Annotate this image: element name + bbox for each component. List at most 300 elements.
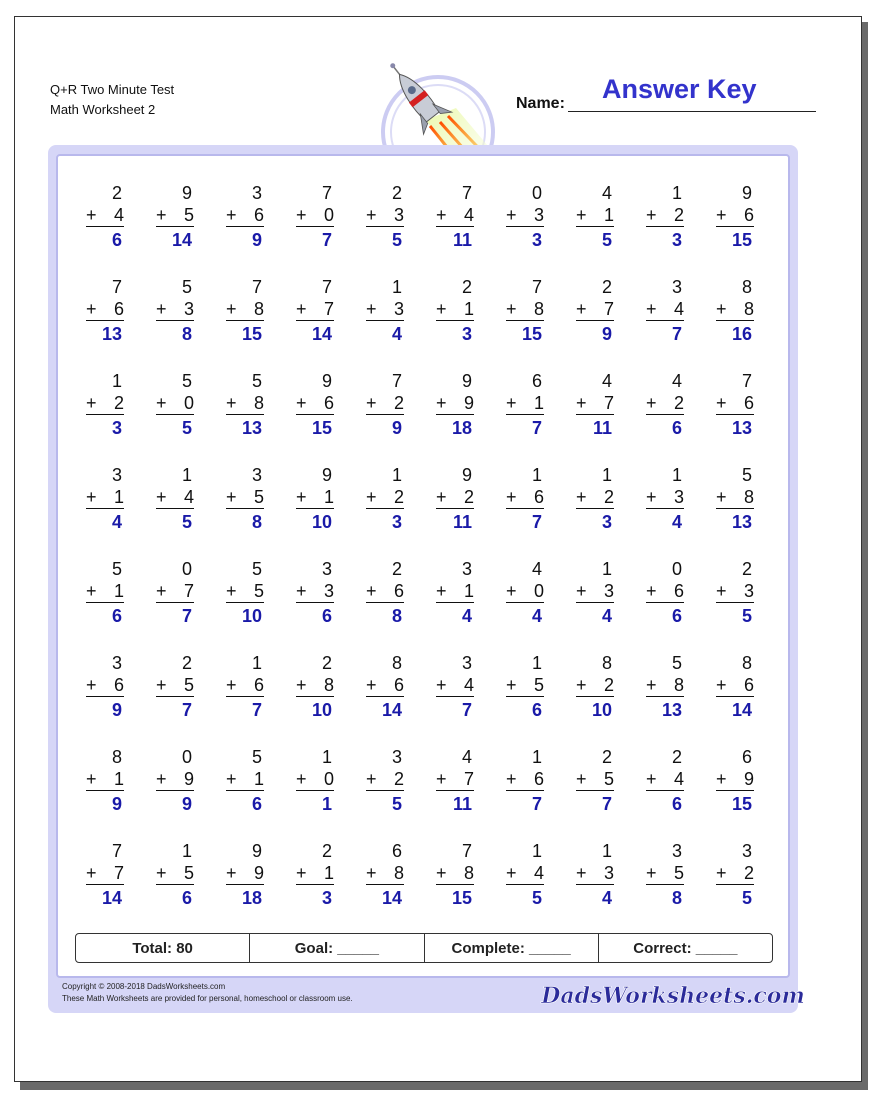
problem <box>556 556 626 650</box>
problem-bottom-row <box>646 674 684 697</box>
problem-answer: 6 <box>671 606 682 626</box>
problem <box>206 368 276 462</box>
problem-top-number: 5 <box>741 465 752 485</box>
problem-answer: 9 <box>111 794 122 814</box>
problem-bottom-row <box>716 580 754 603</box>
total-cell: Total: 80 <box>76 934 250 962</box>
problem-top-number: 6 <box>391 841 402 861</box>
plus-sign: + <box>436 581 447 601</box>
problem-answer: 15 <box>731 230 752 250</box>
problem-bottom-row <box>226 674 264 697</box>
problem <box>626 556 696 650</box>
problem <box>416 838 486 932</box>
problem <box>416 462 486 556</box>
problem-answer: 18 <box>241 888 262 908</box>
problem-bottom-row <box>646 768 684 791</box>
problem-top-number: 1 <box>531 747 542 767</box>
problem-bottom-row <box>506 204 544 227</box>
problem-bottom-number: 2 <box>463 487 474 507</box>
problem-bottom-number: 8 <box>323 675 334 695</box>
plus-sign: + <box>506 205 517 225</box>
problem-top-number: 1 <box>111 371 122 391</box>
problem-top-number: 2 <box>671 747 682 767</box>
problem-bottom-row <box>156 580 194 603</box>
problem <box>276 556 346 650</box>
problem-bottom-row <box>226 768 264 791</box>
problem-bottom-number: 1 <box>253 769 264 789</box>
plus-sign: + <box>716 863 727 883</box>
plus-sign: + <box>296 299 307 319</box>
problem-answer: 6 <box>531 700 542 720</box>
problem-answer: 11 <box>452 230 472 250</box>
problem-bottom-number: 7 <box>183 581 194 601</box>
problem-answer: 7 <box>321 230 332 250</box>
problem-bottom-number: 8 <box>743 487 754 507</box>
problem-bottom-row <box>436 298 474 321</box>
problem <box>66 274 136 368</box>
problem-top-number: 7 <box>321 277 332 297</box>
problem-top-number: 2 <box>181 653 192 673</box>
problem-bottom-row <box>86 674 124 697</box>
problem-bottom-row <box>576 580 614 603</box>
problem-answer: 5 <box>391 794 402 814</box>
plus-sign: + <box>646 299 657 319</box>
problem-bottom-row <box>296 580 334 603</box>
problem <box>346 274 416 368</box>
problem-bottom-row <box>716 674 754 697</box>
problem-top-number: 9 <box>251 841 262 861</box>
problem-top-number: 6 <box>741 747 752 767</box>
problem-bottom-number: 1 <box>603 205 614 225</box>
problem-bottom-row <box>296 392 334 415</box>
plus-sign: + <box>156 675 167 695</box>
problem-top-number: 4 <box>461 747 472 767</box>
problem-answer: 14 <box>381 888 402 908</box>
problem <box>416 368 486 462</box>
problem-top-number: 0 <box>531 183 542 203</box>
problem-top-number: 9 <box>741 183 752 203</box>
problem-top-number: 9 <box>461 465 472 485</box>
plus-sign: + <box>646 863 657 883</box>
problem-bottom-row <box>156 392 194 415</box>
plus-sign: + <box>716 675 727 695</box>
correct-cell: Correct: _____ <box>633 939 738 957</box>
problem-answer: 10 <box>591 700 612 720</box>
problem-answer: 5 <box>741 888 752 908</box>
problem-bottom-row <box>366 674 404 697</box>
problem <box>416 744 486 838</box>
problem-bottom-row <box>226 392 264 415</box>
plus-sign: + <box>576 863 587 883</box>
problem-answer: 10 <box>241 606 262 626</box>
problem <box>346 650 416 744</box>
plus-sign: + <box>296 581 307 601</box>
problem-bottom-number: 4 <box>463 205 474 225</box>
problem-bottom-row <box>576 768 614 791</box>
problem-bottom-row <box>86 768 124 791</box>
problem-answer: 3 <box>671 230 682 250</box>
plus-sign: + <box>716 393 727 413</box>
problem-top-number: 1 <box>181 465 192 485</box>
problem-answer: 10 <box>311 512 332 532</box>
dadsworksheets-logo <box>541 978 805 1010</box>
problem-bottom-number: 5 <box>183 863 194 883</box>
plus-sign: + <box>716 769 727 789</box>
problem-answer: 15 <box>451 888 472 908</box>
problem-bottom-row <box>226 580 264 603</box>
plus-sign: + <box>506 393 517 413</box>
problem-bottom-row <box>646 862 684 885</box>
plus-sign: + <box>226 863 237 883</box>
problem-bottom-number: 1 <box>463 581 474 601</box>
problem <box>416 274 486 368</box>
plus-sign: + <box>576 487 587 507</box>
worksheet-title <box>50 80 174 120</box>
problem-top-number: 1 <box>391 465 402 485</box>
problem-answer: 3 <box>601 512 612 532</box>
problem <box>66 556 136 650</box>
problem-top-number: 5 <box>181 371 192 391</box>
plus-sign: + <box>156 393 167 413</box>
plus-sign: + <box>86 863 97 883</box>
goal-cell: Goal: _____ <box>250 934 424 962</box>
problem-top-number: 0 <box>181 559 192 579</box>
problem-bottom-number: 4 <box>463 675 474 695</box>
problem-bottom-number: 1 <box>113 769 124 789</box>
problem-bottom-number: 6 <box>253 675 264 695</box>
problem-top-number: 2 <box>321 653 332 673</box>
problem-top-number: 5 <box>181 277 192 297</box>
problem-answer: 5 <box>741 606 752 626</box>
problem <box>486 180 556 274</box>
problem-answer: 8 <box>391 606 402 626</box>
problem-top-number: 7 <box>111 277 122 297</box>
plus-sign: + <box>86 769 97 789</box>
problem-answer: 11 <box>592 418 612 438</box>
problem <box>276 180 346 274</box>
problem-top-number: 3 <box>671 841 682 861</box>
problem-bottom-row <box>226 204 264 227</box>
problem-bottom-row <box>366 862 404 885</box>
problem-top-number: 9 <box>461 371 472 391</box>
problem-top-number: 7 <box>111 841 122 861</box>
problem <box>556 180 626 274</box>
problem-bottom-row <box>436 580 474 603</box>
problem-top-number: 1 <box>601 559 612 579</box>
problem-bottom-number: 8 <box>253 299 264 319</box>
problem-top-number: 2 <box>741 559 752 579</box>
problem-answer: 14 <box>171 230 192 250</box>
problem-answer: 7 <box>671 324 682 344</box>
problem-bottom-number: 4 <box>533 863 544 883</box>
problem <box>416 180 486 274</box>
problem-top-number: 1 <box>321 747 332 767</box>
problem-bottom-number: 3 <box>183 299 194 319</box>
problem-bottom-number: 6 <box>673 581 684 601</box>
problem-bottom-row <box>156 674 194 697</box>
problem-answer: 14 <box>731 700 752 720</box>
problem-answer: 4 <box>531 606 542 626</box>
problem <box>556 274 626 368</box>
problem-bottom-number: 2 <box>113 393 124 413</box>
problem-answer: 5 <box>601 230 612 250</box>
problem-answer: 11 <box>452 512 472 532</box>
problem <box>346 462 416 556</box>
problem-bottom-number: 1 <box>323 487 334 507</box>
problem-answer: 3 <box>391 512 402 532</box>
plus-sign: + <box>576 299 587 319</box>
problem-top-number: 7 <box>531 277 542 297</box>
problem-answer: 7 <box>531 512 542 532</box>
problem-bottom-row <box>436 392 474 415</box>
problem-answer: 14 <box>381 700 402 720</box>
problem <box>276 650 346 744</box>
problem <box>276 462 346 556</box>
problem-answer: 13 <box>731 512 752 532</box>
problem-bottom-row <box>716 862 754 885</box>
problem <box>66 838 136 932</box>
problem-top-number: 5 <box>251 371 262 391</box>
problem-top-number: 4 <box>671 371 682 391</box>
plus-sign: + <box>226 581 237 601</box>
plus-sign: + <box>716 205 727 225</box>
answer-key-label: Answer Key <box>602 74 757 104</box>
problem-bottom-number: 3 <box>393 205 404 225</box>
problem-bottom-row <box>576 298 614 321</box>
problem-bottom-number: 3 <box>673 487 684 507</box>
problem-bottom-row <box>436 862 474 885</box>
problem-bottom-number: 2 <box>393 487 404 507</box>
plus-sign: + <box>506 675 517 695</box>
problem-bottom-number: 2 <box>743 863 754 883</box>
problem-answer: 8 <box>671 888 682 908</box>
problem-top-number: 5 <box>251 747 262 767</box>
problem <box>66 462 136 556</box>
complete-cell: Complete: _____ <box>425 934 599 962</box>
problem-top-number: 3 <box>461 559 472 579</box>
problem-bottom-number: 0 <box>323 769 334 789</box>
plus-sign: + <box>646 769 657 789</box>
problem <box>206 650 276 744</box>
problem-bottom-row <box>436 486 474 509</box>
problem-answer: 10 <box>311 700 332 720</box>
problem <box>276 274 346 368</box>
plus-sign: + <box>226 299 237 319</box>
problem-bottom-number: 4 <box>673 299 684 319</box>
problem-bottom-number: 3 <box>743 581 754 601</box>
plus-sign: + <box>506 863 517 883</box>
problem <box>556 368 626 462</box>
problem-bottom-row <box>86 486 124 509</box>
plus-sign: + <box>366 299 377 319</box>
problem <box>276 744 346 838</box>
problem-bottom-row <box>646 580 684 603</box>
problem-bottom-number: 6 <box>393 675 404 695</box>
problem-answer: 7 <box>531 418 542 438</box>
problem-bottom-row <box>646 204 684 227</box>
problem-answer: 7 <box>251 700 262 720</box>
problem <box>276 368 346 462</box>
problem <box>696 274 766 368</box>
problem-answer: 3 <box>531 230 542 250</box>
plus-sign: + <box>436 299 447 319</box>
problem-answer: 11 <box>452 794 472 814</box>
plus-sign: + <box>226 769 237 789</box>
plus-sign: + <box>366 393 377 413</box>
problem <box>626 462 696 556</box>
plus-sign: + <box>506 581 517 601</box>
problem-answer: 4 <box>601 606 612 626</box>
problem-bottom-row <box>646 298 684 321</box>
problem-bottom-row <box>716 298 754 321</box>
problem-bottom-number: 4 <box>183 487 194 507</box>
problem-top-number: 2 <box>111 183 122 203</box>
problem <box>696 180 766 274</box>
problem-top-number: 3 <box>321 559 332 579</box>
problem <box>276 838 346 932</box>
problem-top-number: 1 <box>601 465 612 485</box>
problem-bottom-number: 6 <box>533 769 544 789</box>
problem-top-number: 4 <box>601 371 612 391</box>
problem-top-number: 8 <box>391 653 402 673</box>
problem-bottom-number: 0 <box>533 581 544 601</box>
problem-bottom-row <box>86 862 124 885</box>
problem-bottom-number: 9 <box>743 769 754 789</box>
problem-bottom-number: 5 <box>253 581 264 601</box>
problem-bottom-row <box>646 486 684 509</box>
problem-bottom-number: 8 <box>253 393 264 413</box>
problem <box>66 368 136 462</box>
problem-bottom-number: 6 <box>113 675 124 695</box>
problem-answer: 13 <box>731 418 752 438</box>
problem-answer: 9 <box>181 794 192 814</box>
problem-answer: 6 <box>111 230 122 250</box>
problem-bottom-number: 4 <box>113 205 124 225</box>
problem-bottom-number: 2 <box>673 393 684 413</box>
problem-bottom-row <box>716 392 754 415</box>
problem-answer: 7 <box>601 794 612 814</box>
plus-sign: + <box>156 581 167 601</box>
plus-sign: + <box>296 487 307 507</box>
plus-sign: + <box>576 675 587 695</box>
problem <box>696 368 766 462</box>
plus-sign: + <box>296 205 307 225</box>
problem-bottom-row <box>86 298 124 321</box>
problem-answer: 9 <box>601 324 612 344</box>
problem <box>66 180 136 274</box>
problem-bottom-row <box>86 580 124 603</box>
problem-bottom-row <box>716 768 754 791</box>
problem-answer: 5 <box>181 512 192 532</box>
plus-sign: + <box>576 581 587 601</box>
problem <box>486 744 556 838</box>
problem-bottom-row <box>366 768 404 791</box>
problem-answer: 4 <box>111 512 122 532</box>
problem-answer: 14 <box>311 324 332 344</box>
score-bar <box>75 933 773 963</box>
problem-bottom-number: 0 <box>183 393 194 413</box>
problem-bottom-row <box>716 204 754 227</box>
plus-sign: + <box>296 393 307 413</box>
problem-bottom-row <box>646 392 684 415</box>
problem-answer: 3 <box>321 888 332 908</box>
problem-bottom-number: 3 <box>323 581 334 601</box>
problem <box>136 180 206 274</box>
plus-sign: + <box>436 487 447 507</box>
problem-bottom-number: 2 <box>603 487 614 507</box>
problem-bottom-row <box>576 486 614 509</box>
problem-answer: 3 <box>461 324 472 344</box>
problem <box>346 368 416 462</box>
plus-sign: + <box>716 487 727 507</box>
problem-top-number: 9 <box>181 183 192 203</box>
problem-bottom-row <box>366 204 404 227</box>
problem <box>486 274 556 368</box>
problem-bottom-row <box>506 862 544 885</box>
problem-top-number: 1 <box>601 841 612 861</box>
problem-top-number: 1 <box>671 183 682 203</box>
problem-top-number: 3 <box>741 841 752 861</box>
problem-top-number: 2 <box>601 747 612 767</box>
problem <box>346 556 416 650</box>
problem-top-number: 2 <box>601 277 612 297</box>
plus-sign: + <box>366 675 377 695</box>
problem-top-number: 4 <box>531 559 542 579</box>
problem-top-number: 3 <box>111 653 122 673</box>
problem-top-number: 3 <box>461 653 472 673</box>
problem-answer: 9 <box>391 418 402 438</box>
problem-grid <box>66 180 766 932</box>
problem-top-number: 9 <box>321 371 332 391</box>
name-label: Name: <box>516 95 565 112</box>
title-line-1: Q+R Two Minute Test <box>50 82 175 97</box>
problem-bottom-number: 5 <box>533 675 544 695</box>
name-line <box>568 111 816 112</box>
problem-top-number: 8 <box>601 653 612 673</box>
problem-top-number: 2 <box>391 183 402 203</box>
problem-bottom-number: 1 <box>533 393 544 413</box>
problem-bottom-number: 8 <box>533 299 544 319</box>
problem-answer: 18 <box>451 418 472 438</box>
plus-sign: + <box>576 769 587 789</box>
svg-text:DadsWorksheets.com: DadsWorksheets.com <box>541 983 805 1009</box>
problem-bottom-number: 7 <box>113 863 124 883</box>
problem-bottom-number: 2 <box>393 393 404 413</box>
problem-top-number: 9 <box>321 465 332 485</box>
problem <box>626 744 696 838</box>
problem-bottom-number: 9 <box>463 393 474 413</box>
problem <box>206 274 276 368</box>
problem-bottom-row <box>156 862 194 885</box>
plus-sign: + <box>86 299 97 319</box>
problem-bottom-row <box>436 204 474 227</box>
problem-bottom-row <box>576 862 614 885</box>
problem-bottom-row <box>296 862 334 885</box>
plus-sign: + <box>226 393 237 413</box>
plus-sign: + <box>296 863 307 883</box>
problem-top-number: 7 <box>251 277 262 297</box>
problem-top-number: 2 <box>461 277 472 297</box>
usage-notice: These Math Worksheets are provided for personal, homeschool or classroom use. <box>62 994 353 1003</box>
problem-answer: 6 <box>321 606 332 626</box>
problem <box>696 556 766 650</box>
problem-bottom-number: 6 <box>113 299 124 319</box>
problem-top-number: 1 <box>531 841 542 861</box>
problem-bottom-row <box>716 486 754 509</box>
problem-bottom-number: 6 <box>743 393 754 413</box>
problem-answer: 6 <box>111 606 122 626</box>
problem-top-number: 7 <box>461 183 472 203</box>
